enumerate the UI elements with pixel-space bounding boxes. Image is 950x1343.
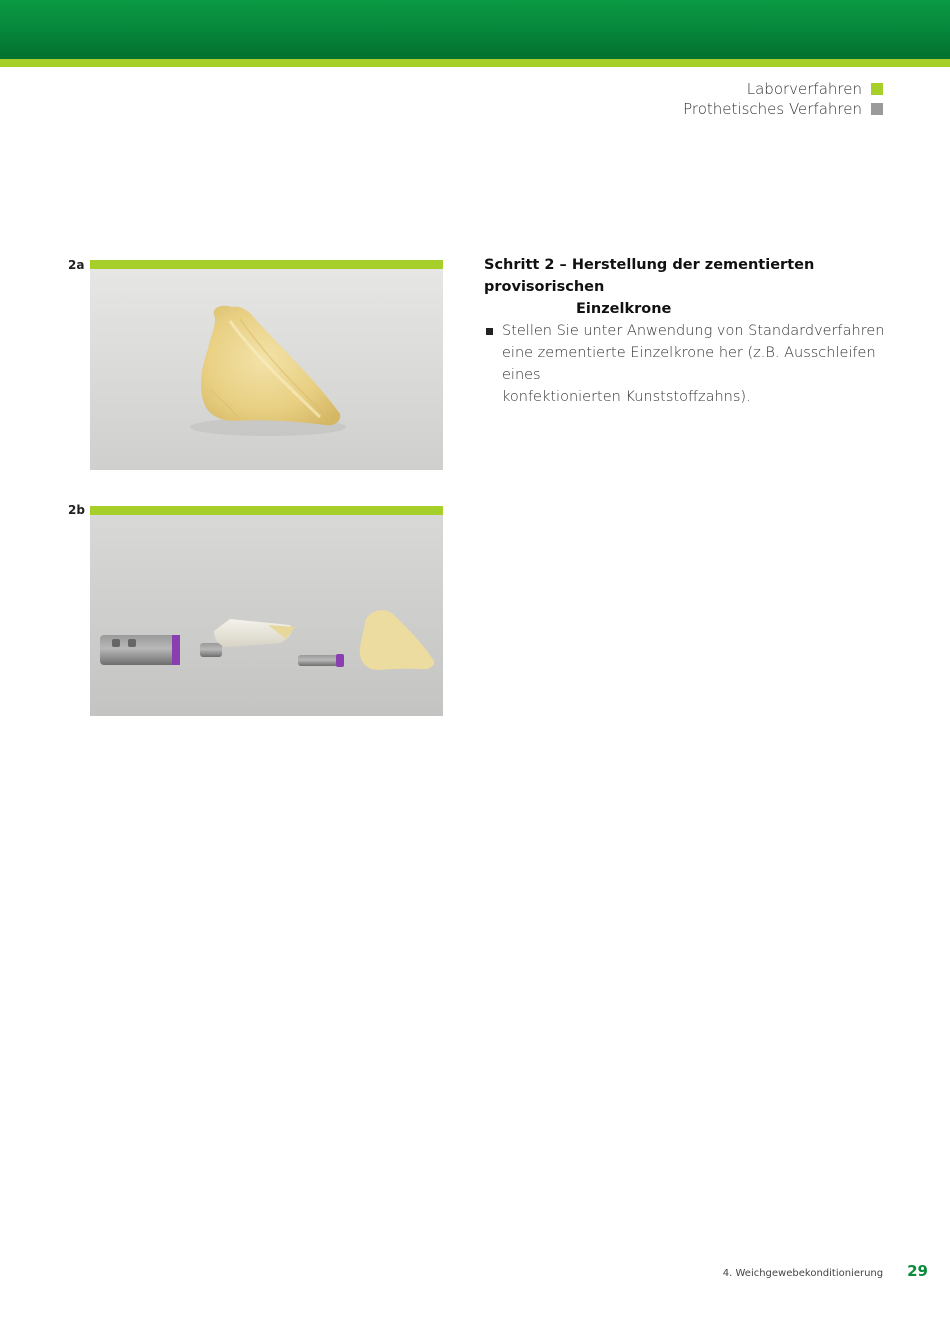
bullet-line: konfektionierten Kunststoffzahns). [502,389,751,405]
bullet-line: Stellen Sie unter Anwendung von Standardverfahren [502,323,885,339]
legend-label: Prothetisches Verfahren [683,100,862,118]
photo-components [90,515,443,716]
procedure-legend [683,79,883,119]
figure-2a [90,260,443,470]
step-title-line2: Einzelkrone [576,301,672,317]
chapter-title: 4. Weichgewebekonditionierung [722,1268,884,1279]
step-section [484,254,894,408]
header-band [0,0,950,59]
lime-square-icon [871,83,883,95]
square-bullet-icon [486,328,493,335]
page-number: 29 [907,1262,928,1280]
bullet-line: eine zementierte Einzelkrone her (z.B. Ausschleifen eines [502,345,876,383]
legend-item-laborverfahren [683,79,883,99]
photo-provisional-crown [90,269,443,470]
header-accent-stripe [0,59,950,67]
page-footer [723,1262,928,1280]
legend-item-prothetisches-verfahren [683,99,883,119]
figure-label-2b: 2b [68,503,85,517]
figure-label-2a: 2a [68,258,85,272]
gray-square-icon [871,103,883,115]
figure-accent-bar [90,260,443,269]
legend-label: Laborverfahren [746,80,862,98]
figure-2b [90,506,443,716]
step-title [484,254,894,320]
step-bullet-list [484,320,894,408]
step-title-line1: Schritt 2 – Herstellung der zementierten provisorischen [484,257,815,295]
figure-accent-bar [90,506,443,515]
list-item [484,320,894,408]
